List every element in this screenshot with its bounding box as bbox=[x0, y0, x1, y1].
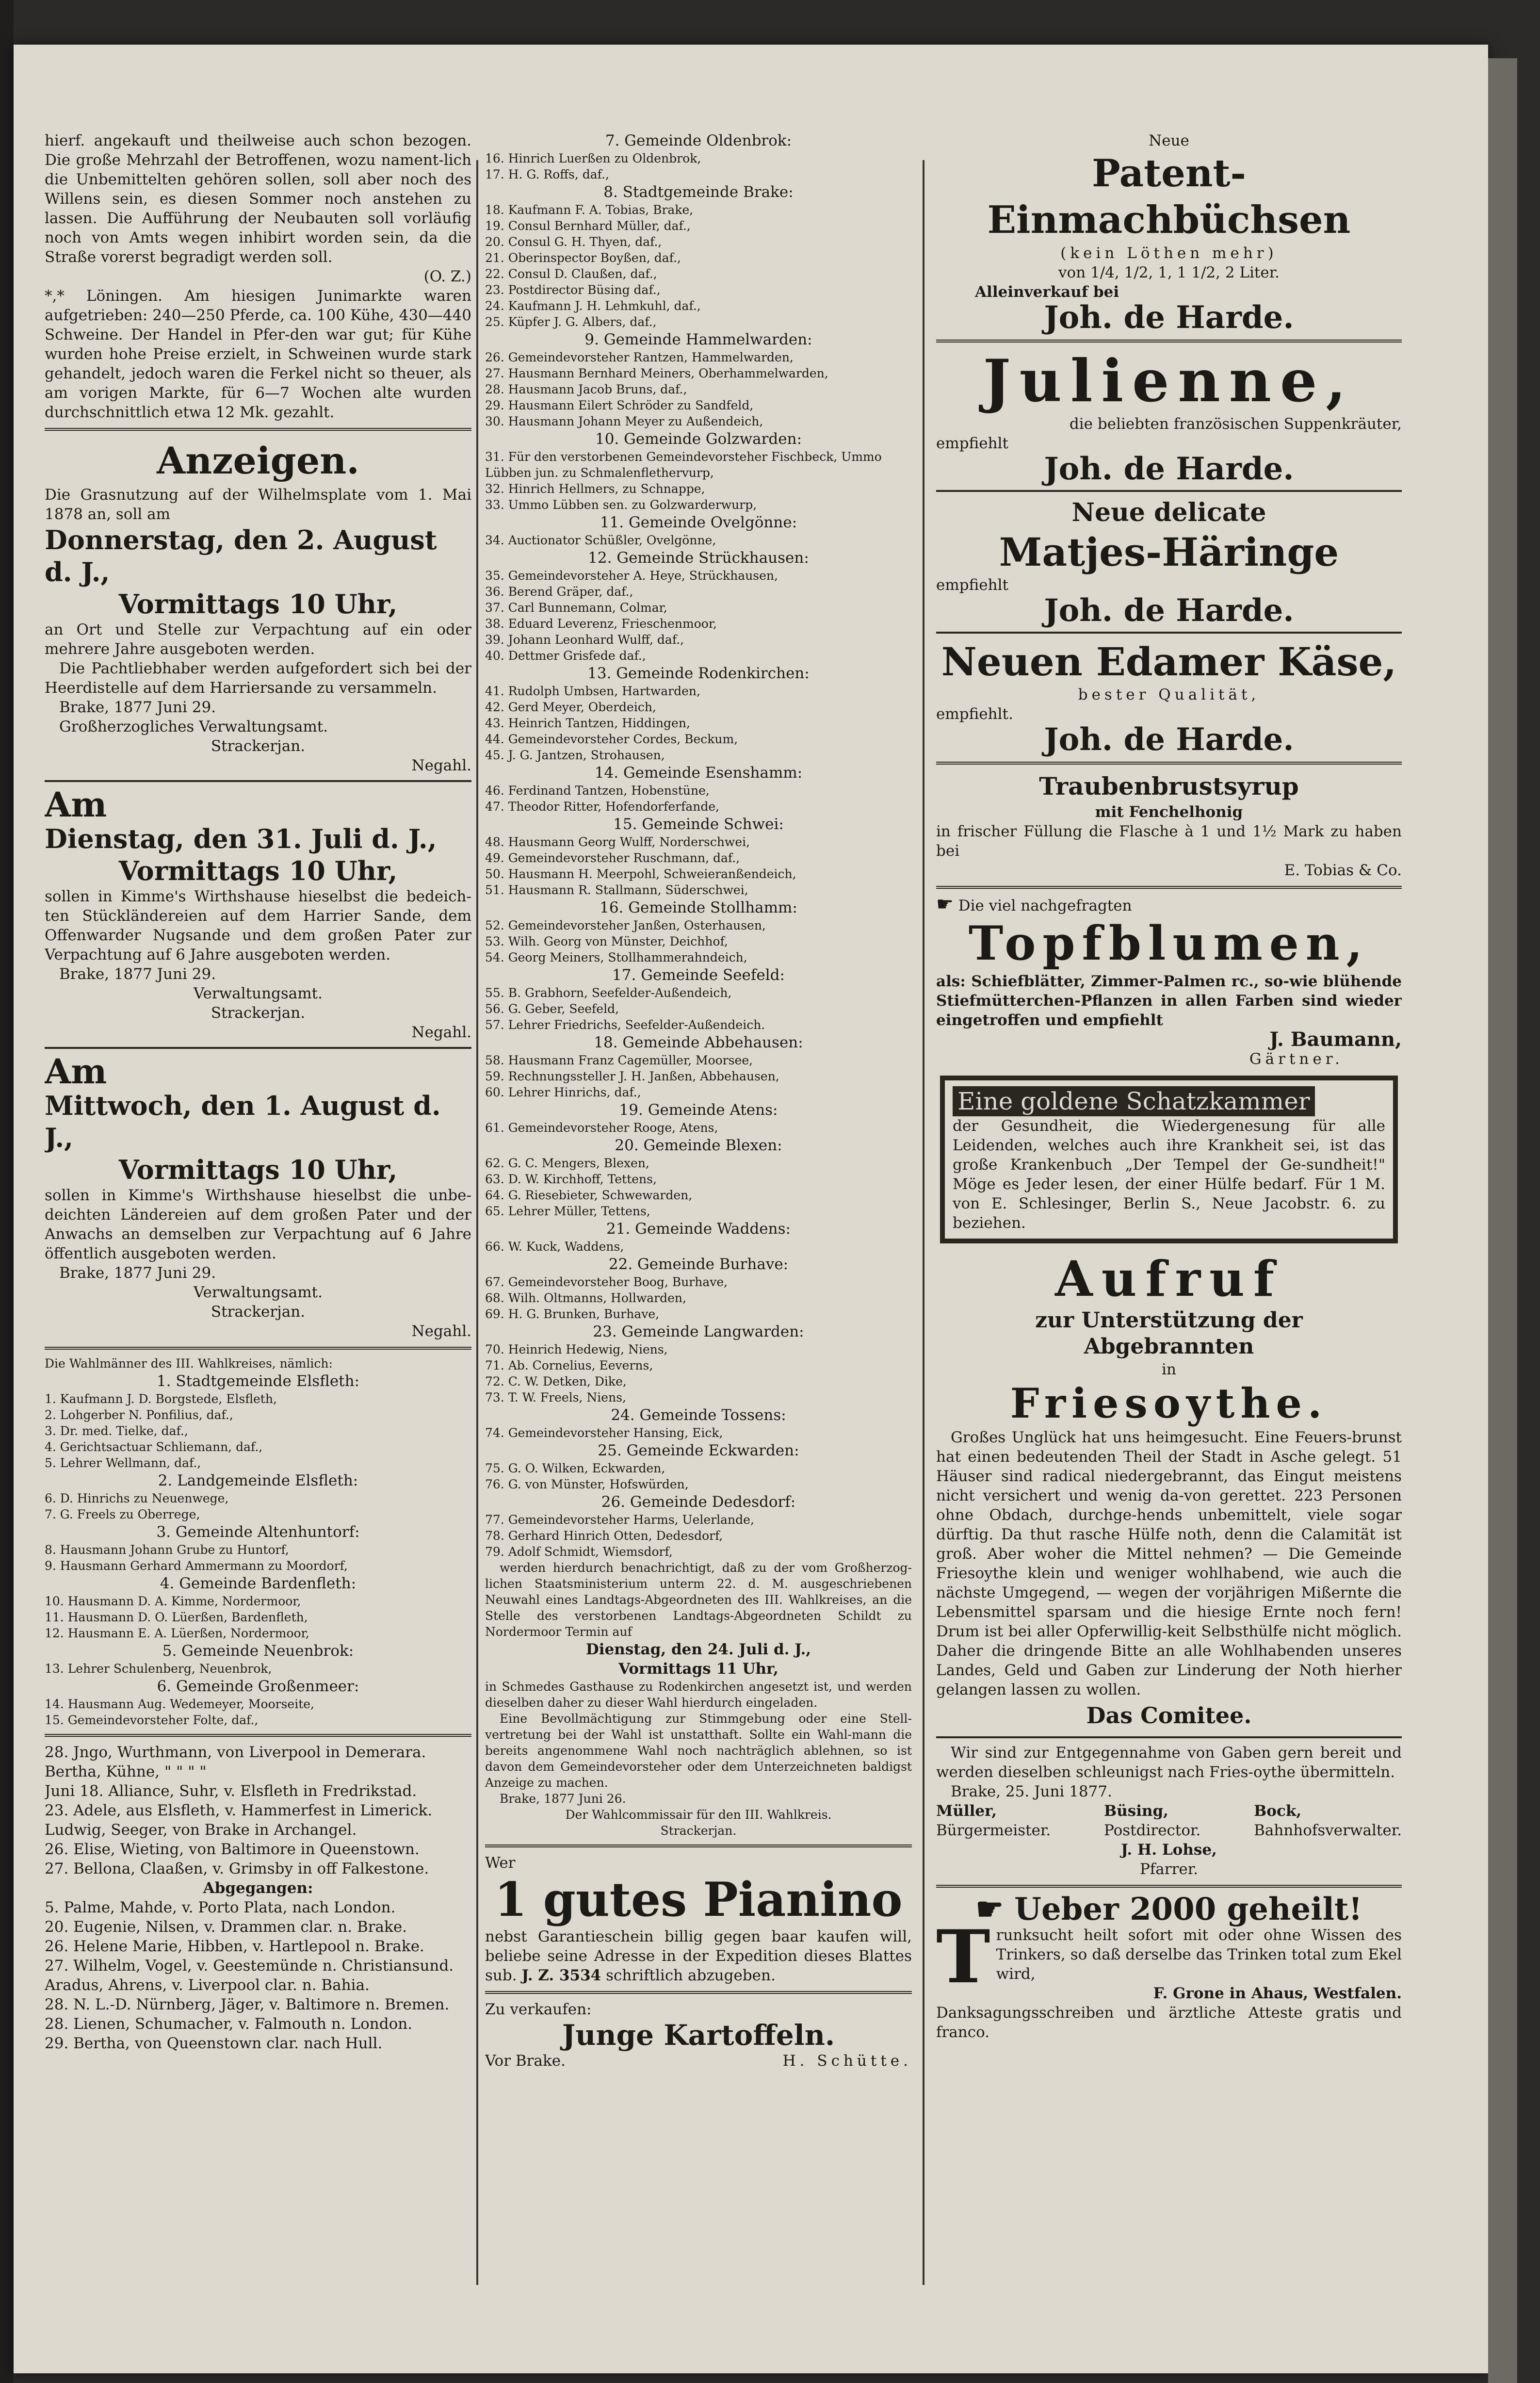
signer-bock: Bock, Bahnhofsverwalter. bbox=[1254, 1802, 1402, 1839]
signer-buesing: Büsing, Postdirector. bbox=[1104, 1802, 1201, 1839]
list-item: 42. Gerd Meyer, Oberdeich, bbox=[485, 700, 656, 714]
ship-entry: 29. Bertha, von Queenstown clar. nach Hull. bbox=[45, 2035, 383, 2052]
list-item: 69. H. G. Brunken, Burhave, bbox=[485, 1307, 660, 1321]
ad3-date: Mittwoch, den 1. August d. J., bbox=[45, 1090, 441, 1153]
list-item: 20. Consul G. H. Thyen, daf., bbox=[485, 235, 662, 249]
list-item: 38. Eduard Leverenz, Frieschenmoor, bbox=[485, 617, 717, 631]
wahl-notice: werden hierdurch benachrichtigt, daß zu der vom Großherzog-lichen Staatsministerium unterm 22. d. M. ausgeschriebenen Neuwahl eines Landtags-Abgeordneten des III. Wahlkreises, an die Stelle des verstorbenen Landtags-Abgeordneten Schildt zu Nordermoor Termin auf bbox=[485, 1561, 912, 1639]
trunksucht-initial: T bbox=[936, 1914, 990, 2000]
list-item: 32. Hinrich Hellmers, zu Schnappe, bbox=[485, 482, 705, 496]
ad1-text2: Die Pachtliebhaber werden aufgefordert sich bei der Heerdistelle auf dem Harriersande zu versammeln. bbox=[45, 660, 471, 697]
list-item: 62. G. C. Mengers, Blexen, bbox=[485, 1156, 649, 1170]
district-heading: 25. Gemeinde Eckwarden: bbox=[598, 1442, 799, 1459]
topf-title: Gärtner. bbox=[1249, 1050, 1344, 1068]
divider bbox=[45, 1734, 471, 1737]
divider bbox=[45, 780, 471, 782]
divider bbox=[936, 762, 1402, 765]
list-item: 56. G. Geber, Seefeld, bbox=[485, 1002, 619, 1016]
ad2-signer1: Strackerjan. bbox=[211, 1004, 306, 1022]
news-source: (O. Z.) bbox=[423, 268, 471, 285]
edamer-headline: Neuen Edamer Käse, bbox=[941, 639, 1397, 685]
wahl-notice2: in Schmedes Gasthause zu Rodenkirchen angesetzt ist, und werden dieselben daher zu dieser Wahl hierdurch eingeladen. bbox=[485, 1680, 912, 1710]
list-item: 75. G. O. Wilken, Eckwarden, bbox=[485, 1461, 665, 1475]
list-item: 23. Postdirector Büsing daf., bbox=[485, 283, 661, 297]
list-item: 37. Carl Bunnemann, Colmar, bbox=[485, 601, 667, 615]
topf-headline: Topfblumen, bbox=[968, 916, 1370, 971]
divider bbox=[936, 1736, 1402, 1738]
list-item: 54. Georg Meiners, Stollhammerahndeich, bbox=[485, 950, 747, 964]
divider bbox=[936, 340, 1402, 343]
patent-sizes: von 1/4, 1/2, 1, 1 1/2, 2 Liter. bbox=[1058, 264, 1280, 281]
list-item: 18. Kaufmann F. A. Tobias, Brake, bbox=[485, 203, 694, 217]
book-binding bbox=[0, 0, 14, 2383]
piano-wer: Wer bbox=[485, 1854, 516, 1872]
district-heading: 26. Gemeinde Dedesdorf: bbox=[601, 1493, 796, 1511]
seller-harde: Joh. de Harde. bbox=[1044, 721, 1294, 758]
trauben-sub: mit Fenchelhonig bbox=[1095, 803, 1243, 821]
julienne-headline: Julienne, bbox=[983, 347, 1355, 415]
list-item: 74. Gemeindevorsteher Hansing, Eick, bbox=[485, 1426, 723, 1440]
district-heading: 19. Gemeinde Atens: bbox=[619, 1101, 778, 1119]
column-rule bbox=[923, 160, 924, 2285]
ad2-am: Am bbox=[45, 784, 107, 825]
kartoffel-heading: Zu verkaufen: bbox=[485, 2001, 592, 2018]
district-heading: 20. Gemeinde Blexen: bbox=[615, 1137, 782, 1154]
list-item: 28. Hausmann Jacob Bruns, daf., bbox=[485, 382, 687, 396]
comitee: Das Comitee. bbox=[1086, 1702, 1252, 1729]
ship-entry: 27. Bellona, Claaßen, v. Grimsby in off Falkestone. bbox=[45, 1860, 429, 1877]
list-item: 25. Küpfer J. G. Albers, daf., bbox=[485, 315, 657, 329]
divider bbox=[936, 490, 1402, 492]
column-2 bbox=[485, 131, 912, 2295]
wahl-list-part1 bbox=[45, 1371, 471, 1728]
news-loeningen: *,* Löningen. Am hiesigen Junimarkte waren aufgetrieben: 240—250 Pferde, ca. 100 Kühe, 430—440 Schweine. Der Handel in Pfer-den war gut; für Kühe wurden hohe Preise erzielt, in Schweinen wurde stark gehandelt, jedoch waren die Ferkel nicht so theuer, als am vorigen Markte, für 6—7 Wochen alte wurden durchschnittlich etwa 12 Mk. gezahlt. bbox=[45, 287, 471, 421]
topf-pre: ☛ Die viel nachgefragten bbox=[936, 893, 1132, 915]
patent-sole: Alleinverkauf bei bbox=[975, 283, 1119, 301]
list-item: 78. Gerhard Hinrich Otten, Dedesdorf, bbox=[485, 1529, 723, 1543]
list-item: 9. Hausmann Gerhard Ammermann zu Moordorf, bbox=[45, 1559, 348, 1573]
list-item: 5. Lehrer Wellmann, daf., bbox=[45, 1456, 201, 1470]
ship-entry: 26. Elise, Wieting, von Baltimore in Queenstown. bbox=[45, 1841, 420, 1858]
ad3-time: Vormittags 10 Uhr, bbox=[118, 1154, 398, 1185]
edamer-empfiehlt: empfiehlt. bbox=[936, 705, 1013, 723]
gaben-text: Wir sind zur Entgegennahme von Gaben gern bereit und werden dieselben schleunigst nach Fries-oythe übermitteln. bbox=[936, 1744, 1402, 1781]
district-heading: 17. Gemeinde Seefeld: bbox=[612, 966, 785, 984]
list-item: 24. Kaufmann J. H. Lehmkuhl, daf., bbox=[485, 299, 701, 313]
ad2-date: Dienstag, den 31. Juli d. J., bbox=[45, 823, 437, 854]
list-item: 71. Ab. Cornelius, Eeverns, bbox=[485, 1358, 653, 1372]
ship-entry: 20. Eugenie, Nilsen, v. Drammen clar. n. Brake. bbox=[45, 1918, 407, 1936]
list-item: 34. Auctionator Schüßler, Ovelgönne, bbox=[485, 533, 716, 547]
list-item: 11. Hausmann D. O. Lüerßen, Bardenfleth, bbox=[45, 1610, 308, 1624]
district-heading: 13. Gemeinde Rodenkirchen: bbox=[587, 665, 810, 682]
news-intro: hierf. angekauft und theilweise auch schon bezogen. Die große Mehrzahl der Betroffenen, wozu nament-lich die Unbemittelten gehören sollen, soll aber noch des Willens sein, es diesen Sommer noch anstehen zu lassen. Die Aufführung der Neubauten soll vorläufig noch von Amts wegen inhibirt worden sein, da die Straße vorerst begradigt werden soll. bbox=[45, 132, 471, 266]
list-item: 46. Ferdinand Tantzen, Hobenstüne, bbox=[485, 783, 710, 798]
list-item: 15. Gemeindevorsteher Folte, daf., bbox=[45, 1713, 259, 1727]
shipping-arrivals bbox=[45, 1743, 471, 1878]
list-item: 1. Kaufmann J. D. Borgstede, Elsfleth, bbox=[45, 1392, 277, 1406]
district-heading: 10. Gemeinde Golzwarden: bbox=[595, 430, 802, 448]
divider bbox=[485, 1844, 912, 1847]
wahl-signer: Strackerjan. bbox=[660, 1824, 737, 1838]
aufruf-in: in bbox=[1162, 1361, 1176, 1378]
gaben-place: Brake, 25. Juni 1877. bbox=[951, 1783, 1112, 1800]
wahl-time: Vormittags 11 Uhr, bbox=[618, 1660, 778, 1678]
ad2-office: Verwaltungsamt. bbox=[194, 985, 323, 1002]
list-item: 70. Heinrich Hedewig, Niens, bbox=[485, 1342, 668, 1356]
seller-harde: Joh. de Harde. bbox=[1044, 299, 1294, 336]
piano-headline: 1 gutes Pianino bbox=[494, 1872, 903, 1927]
kartoffel-seller: H. Schütte. bbox=[782, 2052, 912, 2070]
ship-entry: 23. Adele, aus Elsfleth, v. Hammerfest in Limerick. bbox=[45, 1802, 433, 1819]
ad1-text: an Ort und Stelle zur Verpachtung auf ein oder mehrere Jahre ausgeboten werden. bbox=[45, 621, 471, 658]
departed-heading: Abgegangen: bbox=[203, 1879, 313, 1897]
wahl-date: Dienstag, den 24. Juli d. J., bbox=[585, 1641, 811, 1658]
list-item: 3. Dr. med. Tielke, daf., bbox=[45, 1424, 188, 1438]
ad1-time: Vormittags 10 Uhr, bbox=[118, 588, 398, 620]
patent-sub: (kein Löthen mehr) bbox=[1060, 245, 1278, 262]
district-heading: 3. Gemeinde Altenhuntorf: bbox=[156, 1523, 360, 1541]
list-item: 60. Lehrer Hinrichs, daf., bbox=[485, 1085, 641, 1099]
schatzkammer-title: Eine goldene Schatzkammer bbox=[953, 1086, 1315, 1116]
edamer-sub: bester Qualität, bbox=[1078, 686, 1260, 703]
divider bbox=[936, 632, 1402, 634]
ad2-place: Brake, 1877 Juni 29. bbox=[59, 965, 216, 983]
ad3-am: Am bbox=[45, 1051, 107, 1092]
seller-harde: Joh. de Harde. bbox=[1044, 451, 1294, 487]
ship-entry: Aradus, Ahrens, v. Liverpool clar. n. Bahia. bbox=[45, 1976, 370, 1994]
list-item: 40. Dettmer Grisfede daf., bbox=[485, 649, 646, 663]
list-item: 44. Gemeindevorsteher Cordes, Beckum, bbox=[485, 732, 738, 746]
list-item: 2. Lohgerber N. Ponfilius, daf., bbox=[45, 1408, 233, 1422]
list-item: 77. Gemeindevorsteher Harms, Uelerlande, bbox=[485, 1513, 754, 1527]
signer-mueller: Müller, Bürgermeister. bbox=[936, 1802, 1051, 1839]
julienne-sub: die beliebten französischen Suppenkräuter, bbox=[1069, 415, 1402, 433]
list-item: 64. G. Riesebieter, Schwewarden, bbox=[485, 1188, 693, 1202]
divider bbox=[45, 1347, 471, 1350]
divider bbox=[936, 1885, 1402, 1888]
ship-entry: 28. Lienen, Schumacher, v. Falmouth n. London. bbox=[45, 2015, 413, 2033]
kartoffel-headline: Junge Kartoffeln. bbox=[562, 2019, 835, 2052]
list-item: 30. Hausmann Johann Meyer zu Außendeich, bbox=[485, 414, 763, 428]
schatzkammer-box bbox=[940, 1076, 1398, 1243]
signer-lohse-role: Pfarrer. bbox=[1139, 1861, 1199, 1878]
list-item: 65. Lehrer Müller, Tettens, bbox=[485, 1204, 650, 1218]
trauben-seller: E. Tobias & Co. bbox=[1284, 862, 1402, 879]
aufruf-sub1: zur Unterstützung der bbox=[1035, 1308, 1303, 1333]
district-heading: 12. Gemeinde Strückhausen: bbox=[588, 549, 809, 567]
ad1-office: Großherzogliches Verwaltungsamt. bbox=[59, 718, 328, 735]
list-item: 61. Gemeindevorsteher Rooge, Atens, bbox=[485, 1121, 718, 1135]
list-item: 8. Hausmann Johann Grube zu Huntorf, bbox=[45, 1543, 289, 1557]
seller-harde: Joh. de Harde. bbox=[1044, 592, 1294, 629]
list-item: 33. Ummo Lübben sen. zu Golzwarderwurp, bbox=[485, 498, 757, 512]
list-item: 79. Adolf Schmidt, Wiemsdorf, bbox=[485, 1545, 673, 1559]
column-rule bbox=[476, 160, 478, 2285]
matjes-headline: Matjes-Häringe bbox=[999, 529, 1339, 575]
column-1 bbox=[45, 131, 471, 2295]
ad3-signer1: Strackerjan. bbox=[211, 1303, 306, 1321]
trunksucht-block bbox=[936, 1914, 1402, 2042]
piano-code: J. Z. 3534 bbox=[521, 1967, 601, 1984]
wahl-list-part2 bbox=[485, 131, 912, 1560]
section-heading-anzeigen: Anzeigen. bbox=[157, 439, 359, 482]
trunksucht-text: runksucht heilt sofort mit oder ohne Wissen des Trinkers, so daß derselbe das Trinken total zum Ekel wird, bbox=[996, 1926, 1402, 1983]
ad2-time: Vormittags 10 Uhr, bbox=[118, 855, 398, 886]
district-heading: 6. Gemeinde Großenmeer: bbox=[157, 1678, 359, 1695]
list-item: 47. Theodor Ritter, Hofendorferfande, bbox=[485, 800, 720, 814]
ad2-text: sollen in Kimme's Wirthshause hieselbst die bedeich-ten Stückländereien auf dem Harrier Sande, dem Offenwarder Nugsande und dem großen Pater zur Verpachtung auf 6 Jahre ausgeboten werden. bbox=[45, 888, 471, 963]
wahl-heading: Die Wahlmänner des III. Wahlkreises, nämlich: bbox=[45, 1356, 333, 1371]
ad3-signer2: Negahl. bbox=[411, 1322, 471, 1340]
district-heading: 1. Stadtgemeinde Elsfleth: bbox=[156, 1372, 360, 1390]
list-item: 27. Hausmann Bernhard Meiners, Oberhammelwarden, bbox=[485, 366, 828, 380]
list-item: 48. Hausmann Georg Wulff, Norderschwei, bbox=[485, 835, 750, 849]
aufruf-sub2: Abgebrannten bbox=[1084, 1334, 1254, 1359]
district-heading: 7. Gemeinde Oldenbrok: bbox=[605, 132, 792, 149]
column-3 bbox=[936, 131, 1402, 2295]
ad2-signer2: Negahl. bbox=[411, 1024, 471, 1041]
list-item: 31. Für den verstorbenen Gemeindevorsteher Fischbeck, Ummo Lübben jun. zu Schmalenflethervurp, bbox=[485, 450, 882, 480]
list-item: 10. Hausmann D. A. Kimme, Nordermoor, bbox=[45, 1594, 301, 1608]
schatzkammer-text: der Gesundheit, die Wiedergenesung für alle Leidenden, welches auch ihre Krankheit sei, ist das große Krankenbuch „Der Tempel der Ge-sundheit!" Möge es Jeder lesen, der einer Hülfe bedarf. Für 1 M. von E. Schlesinger, Berlin S., Neue Jacobstr. 6. zu beziehen. bbox=[953, 1117, 1385, 1232]
aufruf-text: Großes Unglück hat uns heimgesucht. Eine Feuers-brunst hat einen bedeutenden Theil der Stadt in Asche gelegt. 51 Häuser sind radical niedergebrannt, das Eingut meistens nicht versichert und wenig da-von gerettet. 223 Personen ohne Obdach, durchge-hends unbemittelt, viele sogar dürftig. Da thut rasche Hülfe noth, denn die Calamität ist groß. Aber woher die Mittel nehmen? — Die Gemeinde Friesoythe klein und weniger wohlhabend, wie auch die nächste Umgegend, — wegen der vorjährigen Mißernte die Lebensmittel sparsam und die hiesige Ernte noch fern! Drum ist bei aller Opferwillig-keit Selbsthülfe nicht möglich. Daher die dringende Bitte an alle Wohlhabenden unseres Landes, Geld und Gaben zur Linderung der Noth hierher gelangen lassen zu wollen. bbox=[936, 1429, 1402, 1698]
ad3-place: Brake, 1877 Juni 29. bbox=[59, 1264, 216, 1282]
list-item: 35. Gemeindevorsteher A. Heye, Strückhausen, bbox=[485, 569, 778, 583]
wahl-office: Der Wahlcommissair für den III. Wahlkreis. bbox=[565, 1808, 832, 1822]
district-heading: 2. Landgemeinde Elsfleth: bbox=[158, 1472, 358, 1489]
ship-entry: Ludwig, Seeger, von Brake in Archangel. bbox=[45, 1821, 357, 1839]
kartoffel-place: Vor Brake. bbox=[485, 2052, 566, 2070]
district-heading: 9. Gemeinde Hammelwarden: bbox=[584, 331, 812, 348]
list-item: 50. Hausmann H. Meerpohl, Schweieranßendeich, bbox=[485, 867, 796, 881]
district-heading: 4. Gemeinde Bardenfleth: bbox=[160, 1575, 357, 1592]
topf-text: als: Schiefblätter, Zimmer-Palmen rc., so-wie blühende Stiefmütterchen-Pflanzen in allen Farben sind wieder eingetroffen und empfiehlt bbox=[936, 973, 1402, 1029]
list-item: 43. Heinrich Tantzen, Hiddingen, bbox=[485, 716, 690, 730]
ship-entry: Juni 18. Alliance, Suhr, v. Elsfleth in Fredrikstad. bbox=[45, 1782, 417, 1800]
ad1-intro: Die Grasnutzung auf der Wilhelmsplate vom 1. Mai 1878 an, soll am bbox=[45, 486, 471, 523]
ship-entry: 27. Wilhelm, Vogel, v. Geestemünde n. Christiansund. bbox=[45, 1957, 454, 1975]
kartoffel-footer bbox=[485, 2051, 912, 2071]
list-item: 57. Lehrer Friedrichs, Seefelder-Außendeich. bbox=[485, 1018, 765, 1032]
patent-neue: Neue bbox=[1149, 132, 1189, 149]
patent-headline: Patent-Einmachbüchsen bbox=[987, 151, 1351, 242]
shipping-departures bbox=[45, 1898, 471, 2053]
wahl-place: Brake, 1877 Juni 26. bbox=[500, 1792, 626, 1806]
list-item: 21. Oberinspector Boyßen, daf., bbox=[485, 251, 681, 265]
pointing-hand-icon: ☛ bbox=[975, 1891, 1004, 1927]
page-edge bbox=[1488, 58, 1517, 2383]
list-item: 51. Hausmann R. Stallmann, Süderschwei, bbox=[485, 883, 748, 897]
list-item: 26. Gemeindevorsteher Rantzen, Hammelwarden, bbox=[485, 350, 794, 364]
list-item: 45. J. G. Jantzen, Strohausen, bbox=[485, 748, 665, 762]
list-item: 29. Hausmann Eilert Schröder zu Sandfeld, bbox=[485, 398, 754, 412]
list-item: 66. W. Kuck, Waddens, bbox=[485, 1240, 624, 1254]
list-item: 14. Hausmann Aug. Wedemeyer, Moorseite, bbox=[45, 1697, 314, 1711]
list-item: 49. Gemeindevorsteher Ruschmann, daf., bbox=[485, 851, 740, 865]
list-item: 72. C. W. Detken, Dike, bbox=[485, 1374, 627, 1388]
piano-text: nebst Garantieschein billig gegen baar kaufen will, beliebe seine Adresse in der Expedition dieses Blattes sub. J. Z. 3534 schriftlich abzugeben. bbox=[485, 1928, 912, 1984]
list-item: 19. Consul Bernhard Müller, daf., bbox=[485, 219, 691, 233]
trauben-headline: Traubenbrustsyrup bbox=[1039, 772, 1299, 800]
list-item: 41. Rudolph Umbsen, Hartwarden, bbox=[485, 684, 700, 698]
district-heading: 18. Gemeinde Abbehausen: bbox=[594, 1034, 803, 1051]
district-heading: 14. Gemeinde Esenshamm: bbox=[594, 764, 803, 782]
list-item: 73. T. W. Freels, Niens, bbox=[485, 1390, 626, 1404]
signers-row bbox=[936, 1801, 1402, 1840]
ship-entry: 26. Helene Marie, Hibben, v. Hartlepool n. Brake. bbox=[45, 1938, 424, 1955]
ad3-text: sollen in Kimme's Wirthshause hieselbst die unbe-deichten Ländereien auf dem großen Pater und der Anwachs an demselben zur Verpachtung auf 6 Jahre öffentlich ausgeboten werden. bbox=[45, 1187, 471, 1262]
list-item: 63. D. W. Kirchhoff, Tettens, bbox=[485, 1172, 657, 1186]
ship-entry: 28. N. L.-D. Nürnberg, Jäger, v. Baltimore n. Bremen. bbox=[45, 1996, 450, 2013]
ad1-signer2: Negahl. bbox=[411, 757, 471, 774]
list-item: 39. Johann Leonhard Wulff, daf., bbox=[485, 633, 684, 647]
list-item: 55. B. Grabhorn, Seefelder-Außendeich, bbox=[485, 986, 732, 1000]
list-item: 68. Wilh. Oltmanns, Hollwarden, bbox=[485, 1291, 686, 1305]
district-heading: 23. Gemeinde Langwarden: bbox=[593, 1323, 804, 1340]
pointing-hand-icon: ☛ bbox=[936, 893, 954, 915]
district-heading: 5. Gemeinde Neuenbrok: bbox=[162, 1642, 354, 1660]
district-heading: 15. Gemeinde Schwei: bbox=[613, 816, 784, 833]
friesoythe-headline: Friesoythe. bbox=[1010, 1379, 1328, 1427]
list-item: 12. Hausmann E. A. Lüerßen, Nordermoor, bbox=[45, 1626, 309, 1640]
list-item: 22. Consul D. Claußen, daf., bbox=[485, 267, 657, 281]
list-item: 52. Gemeindevorsteher Janßen, Osterhausen, bbox=[485, 918, 766, 932]
ship-entry: 28. Jngo, Wurthmann, von Liverpool in Demerara. bbox=[45, 1744, 426, 1761]
signer-lohse: J. H. Lohse, bbox=[1121, 1841, 1217, 1859]
ad1-signer1: Strackerjan. bbox=[211, 737, 306, 755]
topf-seller: J. Baumann, bbox=[1269, 1028, 1402, 1051]
ship-entry: Bertha, Kühne, " " " " bbox=[45, 1763, 207, 1780]
list-item: 13. Lehrer Schulenberg, Neuenbrok, bbox=[45, 1662, 272, 1676]
divider bbox=[485, 1991, 912, 1994]
julienne-empfiehlt: empfiehlt bbox=[936, 435, 1008, 452]
trunksucht-seller: F. Grone in Ahaus, Westfalen. bbox=[1153, 1985, 1402, 2002]
matjes-empfiehlt: empfiehlt bbox=[936, 576, 1008, 594]
ad3-office: Verwaltungsamt. bbox=[194, 1284, 323, 1301]
district-heading: 8. Stadtgemeinde Brake: bbox=[603, 183, 794, 201]
district-heading: 21. Gemeinde Waddens: bbox=[606, 1220, 791, 1238]
ship-entry: 5. Palme, Mahde, v. Porto Plata, nach London. bbox=[45, 1899, 396, 1916]
wahl-notice3: Eine Bevollmächtigung zur Stimmgebung oder eine Stell-vertretung bei der Wahl ist unstatthaft. Sollte ein Wahl-mann die bereits angenommene Wahl noch nachträglich ablehnen, so ist davon dem Gemeindevorsteher oder dem Unterzeichneten baldigst Anzeige zu machen. bbox=[485, 1712, 912, 1790]
district-heading: 24. Gemeinde Tossens: bbox=[611, 1406, 786, 1424]
list-item: 4. Gerichtsactuar Schliemann, daf., bbox=[45, 1440, 263, 1454]
ad1-date: Donnerstag, den 2. August d. J., bbox=[45, 524, 437, 588]
divider bbox=[45, 428, 471, 431]
list-item: 53. Wilh. Georg von Münster, Deichhof, bbox=[485, 934, 728, 948]
district-heading: 11. Gemeinde Ovelgönne: bbox=[600, 514, 797, 531]
district-heading: 22. Gemeinde Burhave: bbox=[608, 1256, 789, 1273]
list-item: 36. Berend Gräper, daf., bbox=[485, 585, 633, 599]
ueber-headline: ☛ Ueber 2000 geheilt! bbox=[975, 1891, 1362, 1927]
list-item: 17. H. G. Roffs, daf., bbox=[485, 167, 609, 181]
district-heading: 16. Gemeinde Stollhamm: bbox=[600, 899, 797, 916]
list-item: 16. Hinrich Luerßen zu Oldenbrok, bbox=[485, 151, 701, 165]
divider bbox=[45, 1047, 471, 1049]
trunksucht-footer: Danksagungsschreiben und ärztliche Atteste gratis und franco. bbox=[936, 2004, 1402, 2041]
trauben-text: in frischer Füllung die Flasche à 1 und 1½ Mark zu haben bei bbox=[936, 823, 1402, 860]
list-item: 7. G. Freels zu Oberrege, bbox=[45, 1507, 200, 1521]
list-item: 58. Hausmann Franz Cagemüller, Moorsee, bbox=[485, 1053, 753, 1067]
divider bbox=[936, 886, 1402, 889]
list-item: 67. Gemeindevorsteher Boog, Burhave, bbox=[485, 1275, 728, 1289]
aufruf-headline: Aufruf bbox=[1055, 1250, 1283, 1307]
list-item: 6. D. Hinrichs zu Neuenwege, bbox=[45, 1491, 229, 1505]
list-item: 59. Rechnungssteller J. H. Janßen, Abbehausen, bbox=[485, 1069, 779, 1083]
matjes-neue: Neue delicate bbox=[1071, 498, 1266, 527]
list-item: 76. G. von Münster, Hofswürden, bbox=[485, 1477, 689, 1491]
ad1-place: Brake, 1877 Juni 29. bbox=[59, 699, 216, 716]
